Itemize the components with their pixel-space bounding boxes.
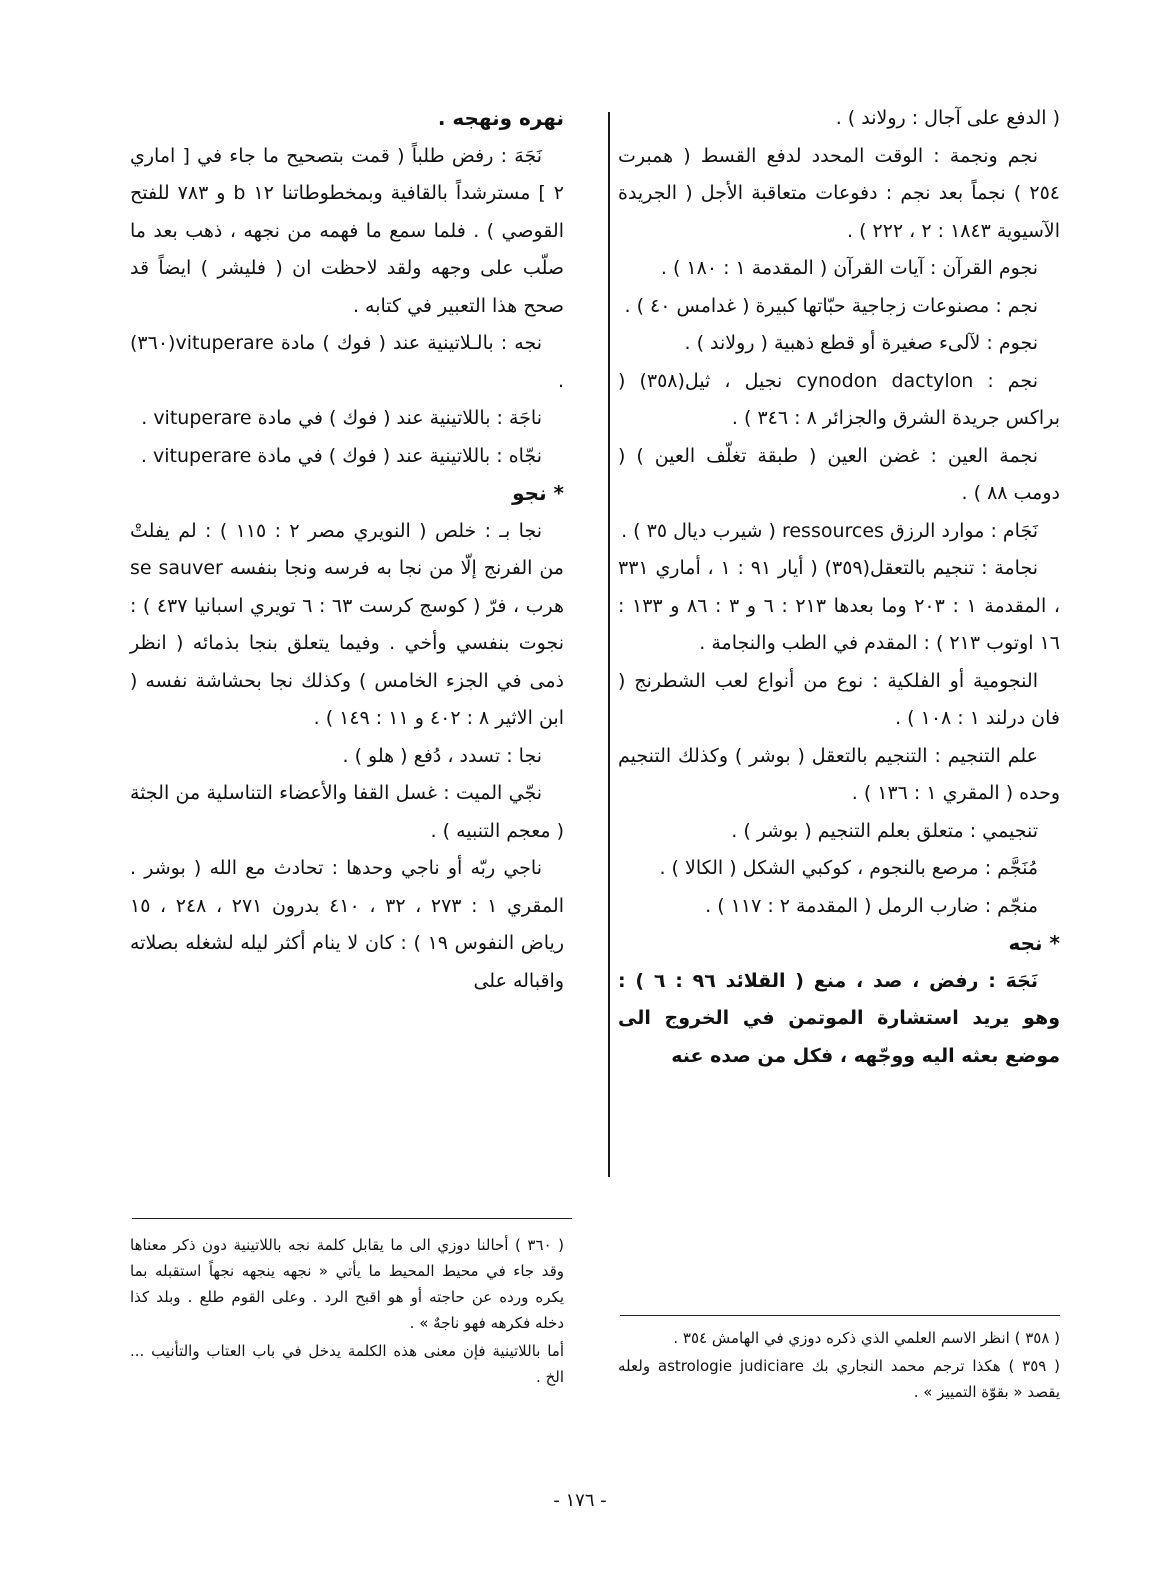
entry-paragraph: نجمة العين : غضن العين ( طبقة تغلّف العين ) ( دومب ٨٨ ) . bbox=[618, 444, 1060, 504]
entry-paragraph: نَجَهَ : رفض طلباً ( قمت بتصحيح ما جاء في [ اماري ٢ ] مسترشداً بالقافية وبمخطوطاتنا ١٢ b و ٧٨٣ للفتح القوصي ) . فلما سمع ما فهمه من نجهه ، ذهب بعد ما صلّب على وجهه ولقد لاحظت ان ( فليشر ) ايضاً قد صحح هذا التعبير في كتابه . bbox=[130, 144, 565, 317]
footnote: ( ٣٦٠ ) أحالنا دوزي الى ما يقابل كلمة نجه باللاتينية دون ذكر معناها وقد جاء في محيط المحيط ما يأتي « نجهه ينجهه نجهاً استقبله بما يكره ورده عن حاجته أو هو اقبح الرد . وعلى القوم طلع . وبلد كذا دخله فكرهه فهو ناجهٌ » . bbox=[130, 1236, 564, 1332]
entry-paragraph: نجوم القرآن : آيات القرآن ( المقدمة ١ : ١٨٠ ) . bbox=[660, 257, 1038, 279]
left-column bbox=[130, 100, 564, 1000]
section-heading: * نجو bbox=[512, 481, 564, 505]
column-divider bbox=[608, 112, 610, 1177]
entry-paragraph: مُنَجَّم : مرصع بالنجوم ، كوكبي الشكل ( الكالا ) . bbox=[659, 857, 1038, 879]
entry-paragraph: علم التنجيم : التنجيم بالتعقل ( بوشر ) وكذلك التنجيم وحده ( المقري ١ : ١٣٦ ) . bbox=[618, 744, 1060, 804]
entry-paragraph: نجّي الميت : غسل القفا والأعضاء التناسلية من الجثة ( معجم التنبيه ) . bbox=[130, 782, 564, 842]
entry-paragraph: تنجيمي : متعلق بعلم التنجيم ( بوشر ) . bbox=[731, 819, 1038, 842]
entry-paragraph: نجا بـ : خلص ( النويري مصر ٢ : ١١٥ ) : لم يفلتْ من الفرنج إلّا من نجا به فرسه ونجا بنفسه se sauver هرب ، فرّ ( كوسج كرست ٦٣ : ٦ تويري اسبانيا ٤٣٧ ) : نجوت بنفسي وأخي . وفيما يتعلق بنجا بذمائه ( انظر ذمى في الجزء الخامس ) وكذلك نجا بحشاشة نفسه ( ابن الاثير ٨ : ٤٠٢ و ١١ : ١٤٩ ) . bbox=[130, 519, 564, 729]
footnote: ( ٣٥٨ ) انظر الاسم العلمي الذي ذكره دوزي في الهامش ٣٥٤ . bbox=[673, 1329, 1060, 1347]
entry-paragraph: ( الدفع على آجال : رولاند ) . bbox=[835, 107, 1060, 129]
footnotes-left bbox=[130, 1232, 564, 1392]
footnote-rule bbox=[620, 1315, 1060, 1316]
entry-paragraph: نجامة : تنجيم بالتعقل(٣٥٩) ( أيار ٩١ : ١ ، أماري ٣٣١ ، المقدمة ١ : ٢٠٣ وما بعدها ٢١٣ : ٦ و ٣ : ٨٦ و ١٣٣ : ١٦ اوتوب ٢١٣ ) : المقدم في الطب والنجامة . bbox=[618, 557, 1060, 654]
entry-paragraph: نَجَام : موارد الرزق ressources ( شيرب ديال ٣٥ ) . bbox=[621, 519, 1038, 542]
entry-paragraph: ناجَة : باللاتينية عند ( فوك ) في مادة vituperare . bbox=[141, 407, 542, 429]
entry-paragraph: ناجي ربّه أو ناجي وحدها : تحادث مع الله ( بوشر . المقري ١ : ٢٧٣ ، ٣٢ ، ٤١٠ بدرون ٢٧١ ، ٢٤٨ ، ١٥ رياض النفوس ١٩ ) : كان لا ينام أكثر ليله لشغله بصلاته واقباله على bbox=[130, 857, 564, 992]
entry-paragraph: نجّاه : باللاتينية عند ( فوك ) في مادة vituperare . bbox=[140, 444, 542, 467]
footnotes-right bbox=[618, 1325, 1060, 1407]
right-column bbox=[618, 100, 1060, 1075]
entry-paragraph: نجا : تسدد ، دُفع ( هلو ) . bbox=[342, 744, 542, 767]
entry-paragraph: النجومية أو الفلكية : نوع من أنواع لعب الشطرنج ( فان درلند ١ : ١٠٨ ) . bbox=[618, 669, 1060, 729]
entry-paragraph: نجم : مصنوعات زجاجية حبّاتها كبيرة ( غدامس ٤٠ ) . bbox=[624, 294, 1038, 317]
footnote: أما باللاتينية فإن معنى هذه الكلمة يدخل في باب العتاب والتأنيب ... الخ . bbox=[130, 1342, 564, 1386]
footnote: ( ٣٥٩ ) هكذا ترجم محمد النجاري بك astrologie judiciare ولعله يقصد « بقوّة التمييز » . bbox=[618, 1357, 1060, 1401]
entry-paragraph: نجه : بالـلاتينية عند ( فوك ) مادة vituperare(٣٦٠) . bbox=[130, 332, 564, 392]
entry-paragraph: نجم : cynodon dactylon نجيل ، ثيل(٣٥٨) ( براكس جريدة الشرق والجزائر ٨ : ٣٤٦ ) . bbox=[618, 369, 1060, 429]
entry-paragraph: نجوم : لآلىء صغيرة أو قطع ذهبية ( رولاند ) . bbox=[684, 332, 1038, 354]
continuation-line: نهره ونهجه . bbox=[437, 106, 564, 130]
footnote-rule bbox=[132, 1218, 572, 1219]
entry-paragraph: نجم ونجمة : الوقت المحدد لدفع القسط ( همبرت ٢٥٤ ) نجماً بعد نجم : دفوعات متعاقبة الأجل ( الجريدة الآسيوية ١٨٤٣ : ٢ ، ٢٢٢ ) . bbox=[618, 144, 1060, 242]
entry-paragraph: منجّم : ضارب الرمل ( المقدمة ٢ : ١١٧ ) . bbox=[705, 894, 1038, 917]
entry-paragraph: نَجَهَ : رفض ، صد ، منع ( القلائد ٩٦ : ٦ ) : وهو يريد استشارة الموتمن في الخروج الى موضع بعثه اليه ووجّهه ، فكل من صده عنه bbox=[618, 969, 1060, 1067]
page-number: - ١٧٦ - bbox=[553, 1490, 607, 1511]
section-heading: * نجه bbox=[1008, 931, 1060, 955]
